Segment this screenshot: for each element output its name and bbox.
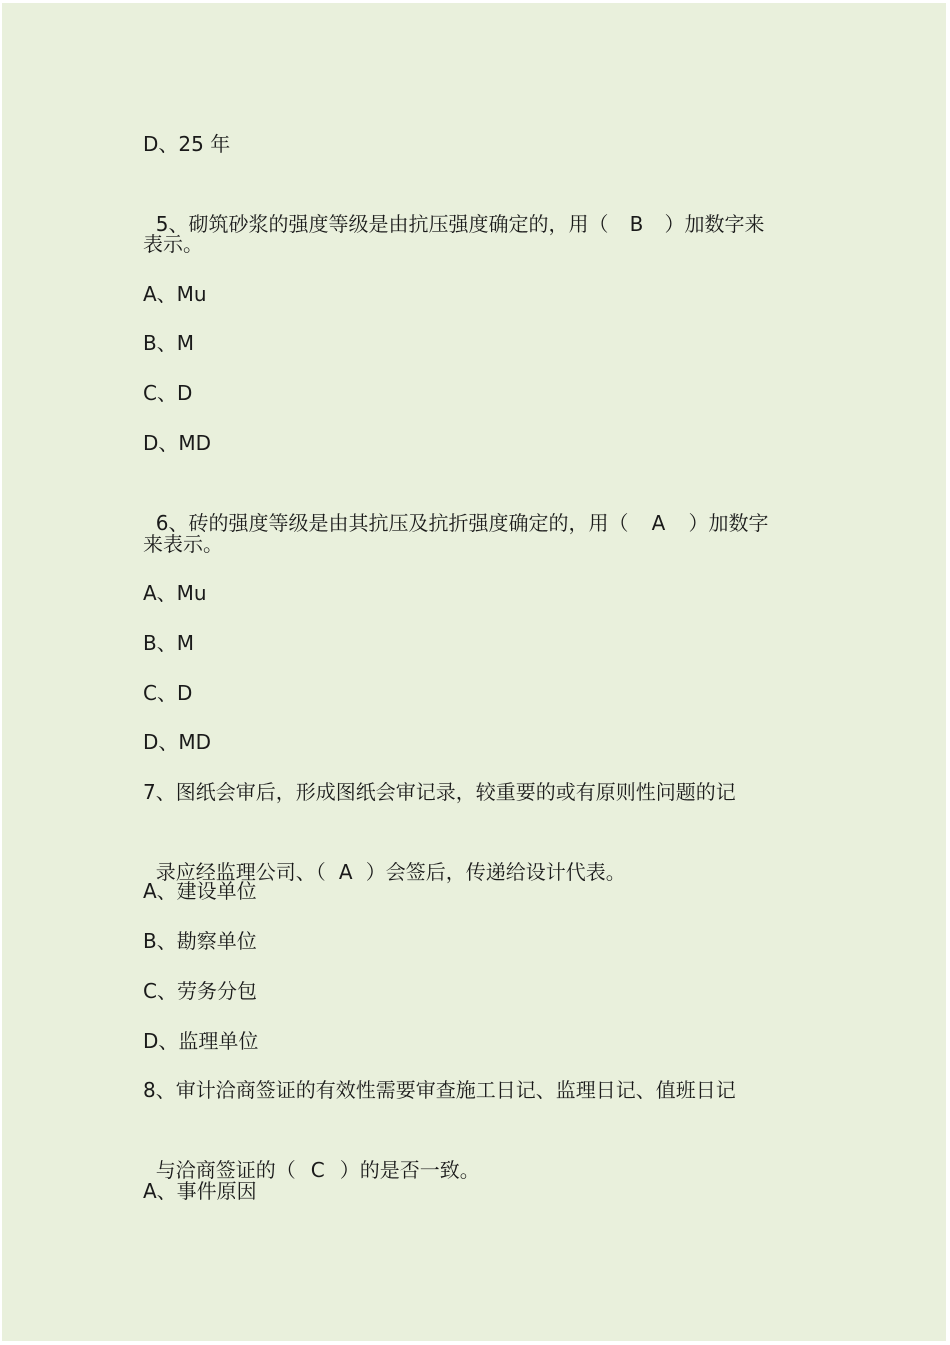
question-6-text-end: ）加数字 <box>688 511 769 535</box>
question-8-text: 与洽商签证的（ <box>155 1158 296 1182</box>
question-6-text: 6、砖的强度等级是由其抗压及抗折强度确定的，用（ <box>155 511 629 535</box>
question-8-answer: C <box>310 1158 325 1182</box>
option-c-q5: C、D <box>143 381 193 405</box>
question-5-text-end: ）加数字来 <box>664 212 765 236</box>
question-5-line-2: 表示。 <box>143 232 203 256</box>
option-b-q6: B、M <box>143 631 194 655</box>
question-8-text-end: ）的是否一致。 <box>339 1158 480 1182</box>
option-d-q4: D、25 年 <box>143 132 231 156</box>
option-d-q5: D、MD <box>143 431 212 455</box>
option-a-q8: A、事件原因 <box>143 1179 257 1203</box>
option-a-q6: A、Mu <box>143 581 207 605</box>
question-6-answer: A <box>651 511 666 535</box>
question-7-line-2 <box>143 827 626 884</box>
option-d-q6: D、MD <box>143 730 212 754</box>
question-7-answer: A <box>338 860 353 884</box>
option-c-q6: C、D <box>143 681 193 705</box>
question-7-text: 录应经监理公司、（ <box>155 860 326 884</box>
option-b-q5: B、M <box>143 331 194 355</box>
question-7-line-1: 7、图纸会审后，形成图纸会审记录，较重要的或有原则性问题的记 <box>143 780 736 804</box>
option-a-q7: A、建设单位 <box>143 879 257 903</box>
option-a-q5: A、Mu <box>143 282 207 306</box>
option-c-q7: C、劳务分包 <box>143 979 257 1003</box>
question-7-text-end: ）会签后，传递给设计代表。 <box>365 860 626 884</box>
option-b-q7: B、勘察单位 <box>143 929 257 953</box>
question-5-line-1 <box>143 179 765 236</box>
question-8-line-1: 8、审计洽商签证的有效性需要审查施工日记、监理日记、值班日记 <box>143 1078 736 1102</box>
question-5-text: 5、砌筑砂浆的强度等级是由抗压强度确定的，用（ <box>155 212 609 236</box>
question-6-line-1 <box>143 478 769 535</box>
question-8-line-2 <box>143 1125 480 1182</box>
question-6-line-2: 来表示。 <box>143 532 223 556</box>
question-5-answer: B <box>629 212 644 236</box>
option-d-q7: D、监理单位 <box>143 1029 259 1053</box>
